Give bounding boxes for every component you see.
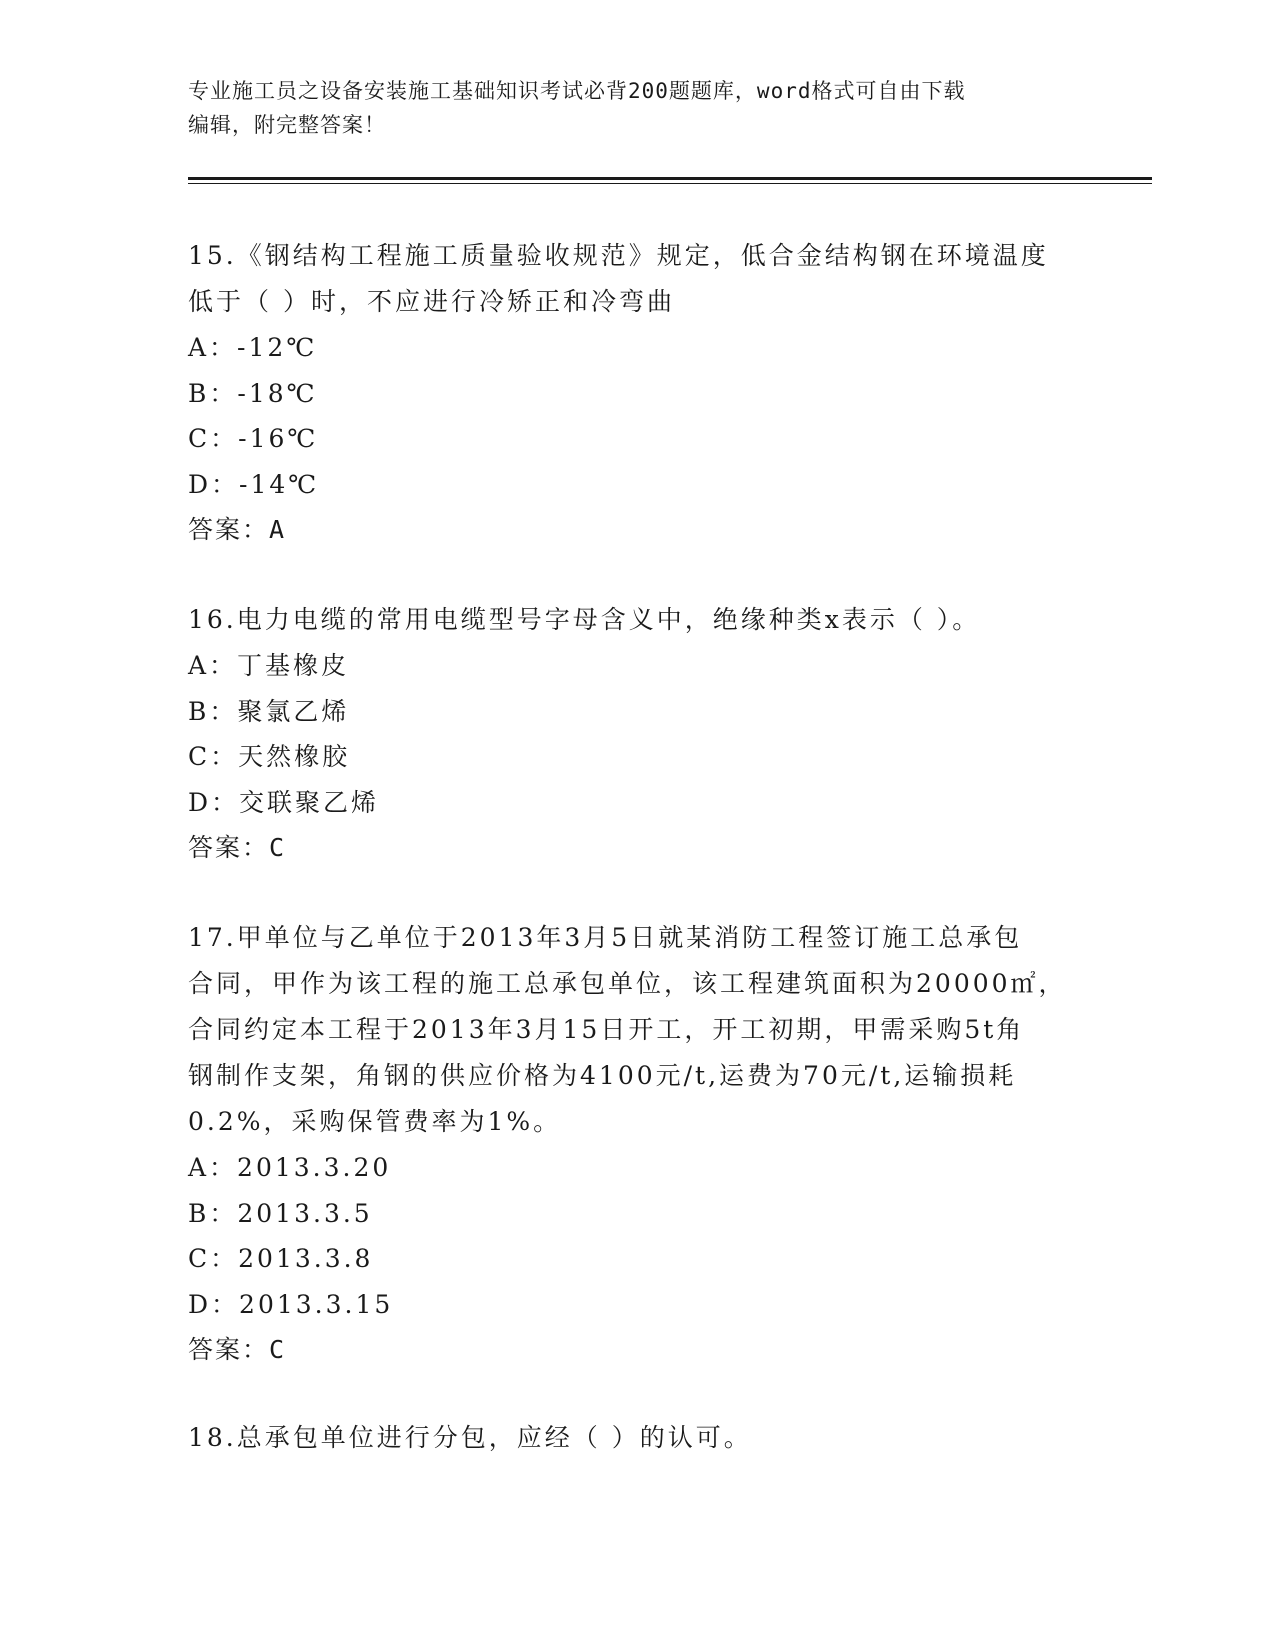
question-16-option-d: D：交联聚乙烯 <box>188 787 380 817</box>
question-16-line-1: 16.电力电缆的常用电缆型号字母含义中，绝缘种类x表示（ ）。 <box>188 605 981 634</box>
question-16-answer: 答案：C <box>188 833 287 862</box>
question-15-option-a: A：-12℃ <box>188 333 318 362</box>
question-17-option-c: C：2013.3.8 <box>188 1244 374 1273</box>
header-divider-thick <box>188 177 1152 180</box>
question-16-option-a: A：丁基橡皮 <box>188 651 350 680</box>
question-15-option-b: B：-18℃ <box>188 378 318 408</box>
question-16-option-b: B：聚氯乙烯 <box>188 696 350 726</box>
question-17-line-2: 合同，甲作为该工程的施工总承包单位，该工程建筑面积为20000㎡， <box>188 969 1067 998</box>
question-17-option-b: B：2013.3.5 <box>188 1198 373 1228</box>
question-16 <box>188 597 1088 871</box>
question-17-line-1: 17.甲单位与乙单位于2013年3月5日就某消防工程签订施工总承包 <box>188 923 1023 952</box>
document-header <box>188 74 1088 142</box>
question-17-answer: 答案：C <box>188 1335 287 1364</box>
question-18-line-1: 18.总承包单位进行分包，应经（ ）的认可。 <box>188 1423 752 1452</box>
question-17-option-d: D：2013.3.15 <box>188 1289 394 1319</box>
question-17 <box>188 915 1088 1373</box>
question-15-line-1: 15.《钢结构工程施工质量验收规范》规定，低合金结构钢在环境温度 <box>188 241 1049 270</box>
question-15-option-c: C：-16℃ <box>188 424 319 453</box>
header-divider-thin <box>188 183 1152 184</box>
question-16-option-c: C：天然橡胶 <box>188 742 351 771</box>
question-17-line-3: 合同约定本工程于2013年3月15日开工，开工初期，甲需采购5t角 <box>188 1015 1025 1044</box>
question-18 <box>188 1415 1088 1461</box>
question-17-option-a: A：2013.3.20 <box>188 1153 392 1182</box>
question-15-option-d: D：-14℃ <box>188 469 320 499</box>
question-15-answer: 答案：A <box>188 515 287 544</box>
question-17-line-5: 0.2%，采购保管费率为1%。 <box>188 1107 562 1136</box>
question-15 <box>188 233 1088 553</box>
question-15-line-2: 低于（ ）时，不应进行冷矫正和冷弯曲 <box>188 287 675 316</box>
header-line-2: 编辑，附完整答案！ <box>188 113 386 137</box>
question-17-line-4: 钢制作支架，角钢的供应价格为4100元/t,运费为70元/t,运输损耗 <box>188 1061 1017 1090</box>
header-line-1: 专业施工员之设备安装施工基础知识考试必背200题题库，word格式可自由下载 <box>188 79 966 103</box>
